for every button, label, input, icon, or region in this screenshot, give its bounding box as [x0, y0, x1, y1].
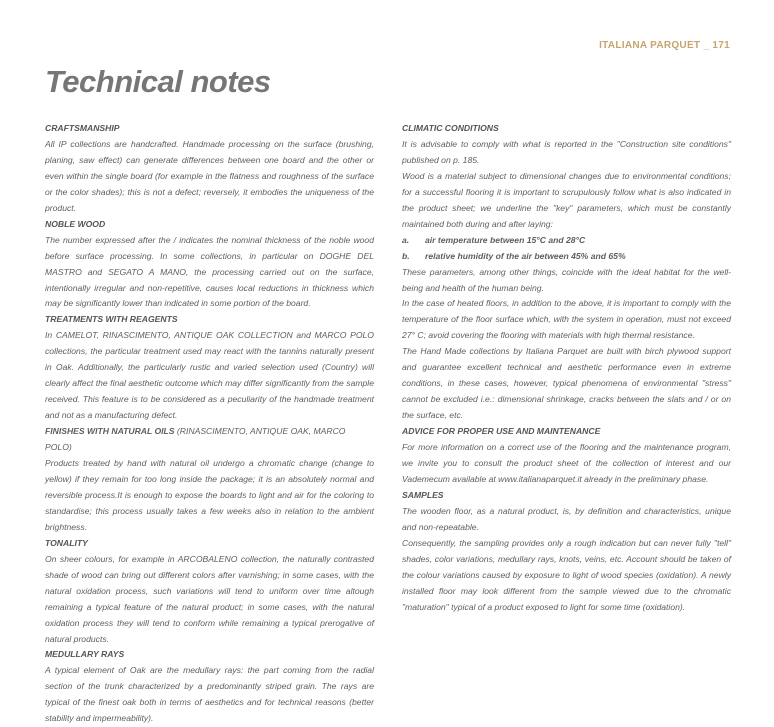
medullary-rays-text: A typical element of Oak are the medullary rays: the part coming from the radial section of the trunk characterized by a predominantly striped grain. The rays are typical of the finest oak both in terms of aesthetics and for technical reasons (better stability and impermeability).	[45, 665, 374, 724]
advice-text: For more information on a correct use of the flooring and the maintenance program, we invite you to consult the product sheet of the collection of interest and our Vademecum available at www.italianaparquet.it already in the preliminary phase.	[402, 442, 731, 484]
advice-heading: ADVICE FOR PROPER USE AND MAINTENANCE	[402, 426, 601, 437]
oils-heading-line	[45, 424, 374, 456]
medullary-rays-heading: MEDULLARY RAYS	[45, 649, 125, 660]
list-item	[402, 249, 731, 265]
oils-heading: FINISHES WITH NATURAL OILS	[45, 426, 175, 437]
climatic-text-1: It is advisable to comply with what is reported in the "Construction site conditions" published on p. 185.	[402, 138, 731, 165]
reagents-text: In CAMELOT, RINASCIMENTO, ANTIQUE OAK COLLECTION and MARCO POLO collections, the particular treatment used may react with the tannins naturally present in Oak. Additionally, the particularly rustic and varied selection used (Country) will clearly affect the final aesthetic outcome which may differ significantly from the sample received. This feature is to be considered as a peculiarity of the handmade treatment and not as a manufacturing defect.	[45, 330, 374, 421]
right-column	[402, 121, 731, 616]
header-separator: _	[703, 40, 710, 51]
running-header	[599, 40, 730, 51]
tonality-text: On sheer colours, for example in ARCOBALENO collection, the naturally contrasted shade of wood can bring out different colors after varnishing; in some cases, with the natural oxidation process, such variations will tend to uniform over time altough remaining a typical feature of the natural product; in some cases, with the natural oxidation process they will tend to conform while remaining a typical prerogative of natural products.	[45, 553, 374, 644]
list-item	[402, 233, 731, 249]
reagents-heading: TREATMENTS WITH REAGENTS	[45, 314, 178, 325]
craftsmanship-heading: CRAFTSMANSHIP	[45, 123, 120, 133]
climatic-text-5: The Hand Made collections by Italiana Parquet are built with birch plywood support and guarantee excellent technical and aesthetic performance even in extreme conditions, in these cases, however, typical phenomena of environmental "stress" cannot be excluded i.e.: dimensional shrinkage, cracks between the slats and / or on the surface, etc.	[402, 346, 731, 421]
page-number: 171	[712, 40, 730, 51]
oils-heading-note: (RINASCIMENTO, ANTIQUE OAK, MARCO POLO)	[45, 426, 346, 453]
climatic-text-2: Wood is a material subject to dimensional changes due to environmental conditions; for a successful flooring it is important to scrupulously follow what is also indicated in the product sheet; we underline the "key" parameters, which must be constantly maintained both during and after laying:	[402, 170, 731, 229]
left-column	[45, 121, 374, 727]
tonality-heading: TONALITY	[45, 537, 88, 548]
samples-heading: SAMPLES	[402, 489, 444, 500]
craftsmanship-text: All IP collections are handcrafted. Handmade processing on the surface (brushing, planing, saw effect) can generate differences between one board and the other or even within the single board (for example in the flatness and roughness of the surface or the color shades); this is not a defect; reversely, it embodies the uniqueness of the product.	[45, 138, 374, 213]
climatic-text-4: In the case of heated floors, in addition to the above, it is important to comply with the temperature of the floor surface which, with the system in operation, must not exceed 27° C; avoid covering the flooring with materials with high thermal resistance.	[402, 298, 731, 341]
list-text: relative humidity of the air between 45% and 65%	[425, 250, 626, 261]
samples-text-1: The wooden floor, as a natural product, is, by definition and characteristics, unique and non-repeatable.	[402, 505, 731, 532]
climatic-heading: CLIMATIC CONDITIONS	[402, 123, 499, 133]
list-marker: a.	[402, 234, 410, 245]
samples-text-2: Consequently, the sampling provides only a rough indication but can never fully "tell" shades, color variations, medullary rays, knots, veins, etc. Account should be taken of the colour variations caused by exposure to light of wood species (oxidation). A newly installed floor may look different from the sample viewed due to the chromatic "maturation" typical of a product exposed to light for some time (oxidation).	[402, 537, 731, 612]
list-text: air temperature between 15°C and 28°C	[425, 234, 586, 245]
oils-text: Products treated by hand with natural oil undergo a chromatic change (change to yellow) if they remain for too long inside the package; it is an absolutely normal and reversible process.It is enough to expose the boards to light and air for the coloring to standardise; this process usually takes a few weeks also in relation to the ambient brightness.	[45, 458, 374, 532]
climatic-text-3: These parameters, among other things, coincide with the ideal habitat for the well-being and health of the human being.	[402, 266, 731, 293]
page-title: Technical notes	[45, 64, 271, 99]
noble-wood-heading: NOBLE WOOD	[45, 218, 106, 229]
noble-wood-text: The number expressed after the / indicates the nominal thickness of the noble wood before surface processing. In some collections, in particular on DOGHE DEL MASTRO and SEGATO A MANO, the processing carried out on the surface, intentionally irregular and non-repetitive, causes local reductions in thickness which may be significantly lower than indicated in some portion of the board.	[45, 234, 374, 309]
brand-name: ITALIANA PARQUET	[599, 40, 701, 51]
list-marker: b.	[402, 250, 410, 261]
